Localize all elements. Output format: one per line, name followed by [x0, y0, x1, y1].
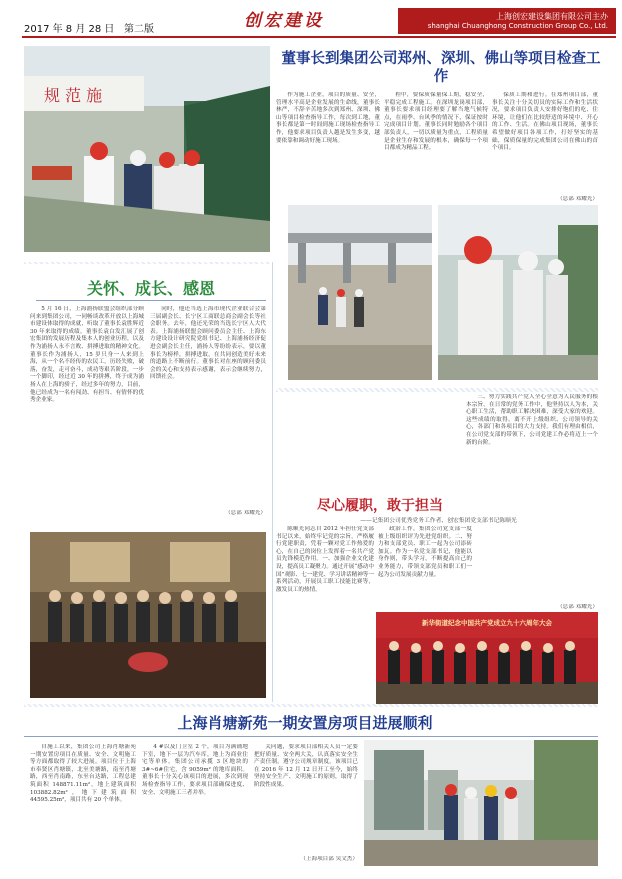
svg-text:规 范 施: 规 范 施	[44, 86, 103, 105]
article3-col2	[378, 526, 472, 606]
article2-col1-text: 5 月 16 日，上海浦扬联盟会组织部分顾问来到集团公司，一同畅谈改革开放以上海城市建设体取得的成就，听取了董事长袁胜辉近 30 年来取得的成绩。董事长袁白发汇展了创宏集团的发展历程及集本人的创业历程，以及作为浦扬人永不言败、拼搏进取的精神文化。董事长作为浦扬人，15 岁只身一人来到上海，从一个名不经传的农民工，历经失败，破落，奋发，走可奋斗，成功等艰苦阶段，一步一个脚印，经过近 30 年的拼搏，终于成为浦扬人在上海的骄子，经过多年的努力，目前，他已经成为一名有闯劲、有担当、有情怀的优秀企业家。	[30, 306, 144, 404]
article2-rule	[36, 300, 266, 301]
article1-col1-text: 作为施工企业，项目的质量、安全，管理水平高是企业发展的生命线，董事长林严，不辞辛苦地多次到郑州、深圳、佛山等项目检查指导工作，每次到工地，董事长都是第一时间到施工现场检查指导工作，他要求项目负责人越是发生多变，越要依靠和调动好施工现场。	[276, 92, 380, 144]
section-divider-top	[24, 262, 270, 264]
ceremony-banner-text: 新华街道纪念中国共产党成立九十六周年大会	[422, 619, 552, 627]
photo-housing-site	[364, 740, 598, 866]
column-separator	[272, 262, 273, 702]
issue-date	[24, 20, 154, 35]
sponsor-en: shanghai Chuanghong Construction Group Co., Ltd.	[427, 22, 608, 30]
article4-col2	[142, 744, 248, 864]
article4-col1	[30, 744, 136, 864]
article3-credit: （总部 邓耀光）	[557, 604, 598, 610]
section-divider-mid	[276, 388, 598, 392]
sponsor-cn: 上海创宏建设集团有限公司主办	[496, 12, 608, 21]
date-text: 2017 年 8 月 28 日	[24, 24, 115, 35]
article3-col1	[276, 526, 374, 702]
sponsor-banner	[398, 8, 616, 34]
photo-party-ceremony	[376, 612, 598, 704]
article3-subtitle: ——记集团公司优秀党务工作者、创宏集团党支部书记陈顺光	[360, 518, 517, 524]
photo-bridge-site	[288, 205, 432, 380]
article1-title: 董事长到集团公司郑州、深圳、佛山等项目检查工作	[281, 51, 601, 85]
section-divider-bottom	[24, 704, 598, 707]
newspaper-logo: 创宏建设	[244, 11, 324, 31]
article1-col3	[492, 92, 598, 196]
article3-col1-text: 陈顺光同志自 2012 年担任党支部书记以来，始终牢记党的宗旨，严格履行党建职责，凭着一颗对党工作热爱的心，在自己的岗位上发挥着一名共产党员先锋模范作用。一、加强企业文化建设，提高员工凝聚力。通过开展“感动中国”观影、七一建党、学习讲话精神等一系列活动，开展员工职工技能比赛等，激发员工的热情。	[276, 526, 374, 593]
article3-col3-text: 三、努力实践共产党人全心全意为人民服务的根本宗旨。在日常的党务工作中，他坚持以人为本，关心职工生活，帮助职工解决困难，深受大家的欢迎。这些成绩的取得，离不开上级组织、公司领导的关心，各部门和各项目的大力支持。我们有理由相信，在公司党支部的带领下，公司党建工作必将迈上一个新的台阶。	[466, 394, 598, 446]
photo-inspection-site	[24, 46, 270, 252]
article4-col3	[254, 744, 358, 856]
article4-col2-text: 4 #以及门卫室 2 个，项目为满铺地下室，地下一层为汽车库，地上为商业住宅等单体。集团公司承揽 3 区地块的 3#~6#住宅，含 9059m² 的地库面积。董事长十分关心该项目的进展，多次到现场检查指导工作，要求项目部确保进度、安全、文明施工三者并举。	[142, 744, 248, 796]
masthead-rule	[22, 36, 616, 38]
article4-rule	[24, 736, 598, 737]
article2-col1	[30, 306, 144, 518]
article1-col3-text: 保质工期和进行。在郑州项目部，董事长关注十分关切员的实际工作和生活状况，要求项目负责人安排好饱们的吃、住环境，让他们在比较舒适的环境中、开心的工作、生活。在佛山项目现场，董事长希望做好项目各项工作，打好坚实的基础，保质保量的完成集团公司在佛山的首个项目。	[492, 92, 598, 152]
article2-col2	[150, 306, 266, 510]
article4-credit: （上海项目部 吴文杰）	[300, 856, 358, 862]
article4-col3-text: 关问题，要求项目部相关人员一定要把好质量、安全两大关，认真落实安全生产责任制，遵守公司规章制度。该项目已在 2016 年 12 月 12 日开工至今，始终坚持安全生产、文明施工的原则，取得了阶段性成果。	[254, 744, 358, 788]
article1-col2-text: 程中，要保质保量保工期，稳安全，平稳完成工程施工。在深圳龙岗项目部，董事长要求项目经理要了解当地气候特点，在雨季、台风季的情况下，保证按时完成项目计划。董事长同时勉励各个项目部负责人，一切以质量为重点，工程质量是企业生存和发展的根本，确保每一个项目都成为精品工程。	[384, 92, 488, 152]
article3-col3-top	[466, 394, 598, 486]
article1-col1	[276, 92, 380, 202]
article1-col2	[384, 92, 488, 202]
photo-inspection-closeup	[438, 205, 598, 380]
edition-text: 第二版	[123, 24, 154, 35]
article3-title: 尽心履职，敢于担当	[317, 498, 443, 514]
photo-meeting-room	[30, 532, 266, 698]
article3-col2-text: 政治工作，集团公司党支部一度被上级组织评为先进党组织。二、努力和支部党员、职工一起为公司添砖加瓦。作为一名党支部书记，他能以身作则，带头学习，不断提高自己的业务能力，带领支部党员和职工们一起为公司发展贡献力量。	[378, 526, 472, 578]
article2-col2-text: 同时，他还当选上海市现代企业联合会第三届副会长、长宁区工商联总商会副会长等社会职务。去年，他还光荣的当选长宁区人大代表。上海浦扬联盟会顾问委员会主任、上海东方建设设计研究院党组书记、上海浦扬经济促进会副会长主任，浦扬人等纷纷表示，要以董事长为榜样，拼搏进取，在共同创造美好未来的道路上不断前行。董事长对在座的顾问委员会的关心和支持表示感谢，表示会继续努力，回馈社会。	[150, 306, 266, 381]
article2-title: 关怀、成长、感恩	[86, 279, 215, 298]
article2-credit: （总部 邓耀光）	[225, 510, 266, 516]
article1-credit: （总部 邓耀光）	[557, 196, 598, 202]
article4-title: 上海肖塘新苑一期安置房项目进展顺利	[177, 714, 433, 732]
article4-col1-text: 自施工以来，集团公司上海肖塘新苑一期安置房项目在质量、安全、文明施工等方面都取得了较大进展。项目位于上海市奉贤区肖塘镇，北至美塘路，南至肖塘路，西至肖南路，东至台达路，工程总建筑面积 148871.11m²，地上建筑面积 103882.82m²，地下建筑面积 44595.25m²，项目共有 20 个单体。	[30, 744, 136, 804]
